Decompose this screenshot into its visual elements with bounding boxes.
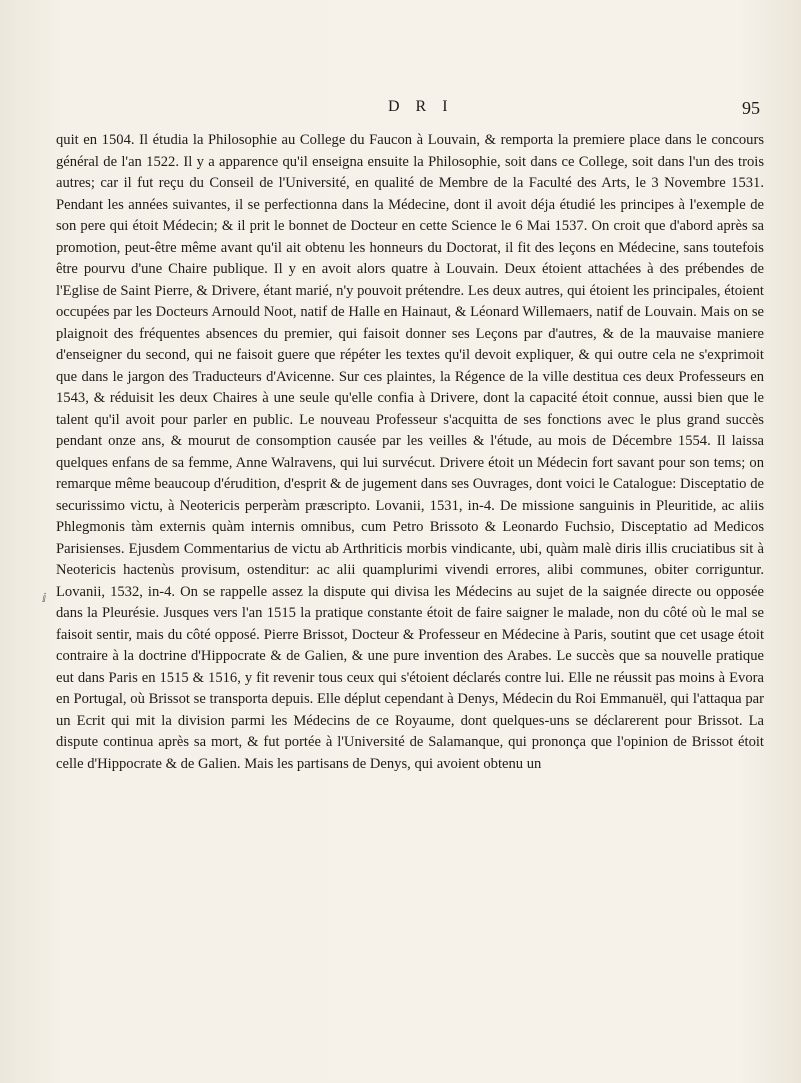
page-number: 95 [742, 98, 760, 118]
running-head-word: D R I [388, 98, 454, 115]
main-text-block [56, 130, 764, 775]
running-head [0, 98, 801, 120]
margin-mark: ⅈ [42, 591, 47, 605]
body-paragraph: quit en 1504. Il étudia la Philosophie au College du Faucon à Louvain, & remporta la premiere place dans le concours général de l'an 1522. Il y a apparence qu'il enseigna ensuite la Philosophie, soit dans ce College, soit dans l'un des trois autres; car il fut reçu du Conseil de l'Université, en qualité de Membre de la Faculté des Arts, le 3 Novembre 1531. Pendant les années suivantes, il se perfectionna dans la Médecine, dont il avoit déja étudié les principes à l'exemple de son pere qui étoit Médecin; & il prit le bonnet de Docteur en cette Science le 6 Mai 1537. On croit que d'abord après sa promotion, peut-être même avant qu'il ait obtenu les honneurs du Doctorat, il fit des leçons en Médecine, sans toutefois être pourvu d'une Chaire publique. Il y en avoit alors quatre à Louvain. Deux étoient attachées à des prébendes de l'Eglise de Saint Pierre, & Drivere, étant marié, n'y pouvoit prétendre. Les deux autres, qui étoient les principales, étoient occupées par les Docteurs Arnould Noot, natif de Halle en Hainaut, & Léonard Willemaers, natif de Louvain. Mais on se plaignoit des fréquentes absences du premier, qui faisoit donner ses Leçons par d'autres, & de la mauvaise maniere d'enseigner du second, qui ne faisoit guere que répéter les textes qu'il devoit expliquer, & qui outre cela ne s'exprimoit que dans le jargon des Traducteurs d'Avicenne. Sur ces plaintes, la Régence de la ville destitua ces deux Professeurs en 1543, & réduisit les deux Chaires à une seule qu'elle confia à Drivere, dont la capacité étoit connue, aussi bien que le talent qu'il avoit pour parler en public. Le nouveau Professeur s'acquitta de ses fonctions avec le plus grand succès pendant onze ans, & mourut de consomption causée par les veilles & l'étude, au mois de Décembre 1554. Il laissa quelques enfans de sa femme, Anne Walravens, qui lui survécut. Drivere étoit un Médecin fort savant pour son tems; on remarque même beaucoup d'érudition, d'esprit & de jugement dans ses Ouvrages, dont voici le Catalogue: Disceptatio de securissimo victu, à Neotericis perperàm præscripto. Lovanii, 1531, in-4. De missione sanguinis in Pleuritide, ac aliis Phlegmonis tàm externis quàm internis omnibus, cum Petro Brissoto & Leonardo Fuchsio, Disceptatio ad Medicos Parisienses. Ejusdem Commentarius de victu ab Arthriticis morbis vindicante, ubi, quàm malè diris illis cruciatibus sit à Neotericis hactenùs provisum, ostenditur: ac alii quamplurimi vivendi errores, alibi communes, obiter corriguntur. Lovanii, 1532, in-4. On se rappelle assez la dispute qui divisa les Médecins au sujet de la saignée directe ou opposée dans la Pleurésie. Jusques vers l'an 1515 la pratique constante étoit de faire saigner le malade, non du côté où le mal se faisoit sentir, mais du côté opposé. Pierre Brissot, Docteur & Professeur en Médecine à Paris, soutint que cet usage étoit contraire à la doctrine d'Hippocrate & de Galien, & une pure invention des Arabes. Le succès que sa nouvelle pratique eut dans Paris en 1515 & 1516, y fit revenir tous ceux qui s'étoient déclarés contre lui. Elle ne réussit pas moins à Evora en Portugal, où Brissot se transporta depuis. Elle déplut cependant à Denys, Médecin du Roi Emmanuël, qui l'attaqua par un Ecrit qui mit la division parmi les Médecins de ce Royaume, dont quelques-uns se déclarerent pour Brissot. La dispute continua après sa mort, & fut portée à l'Université de Salamanque, qui prononça que l'opinion de Brissot étoit celle d'Hippocrate & de Galien. Mais les partisans de Denys, qui avoient obtenu un [56, 132, 764, 772]
